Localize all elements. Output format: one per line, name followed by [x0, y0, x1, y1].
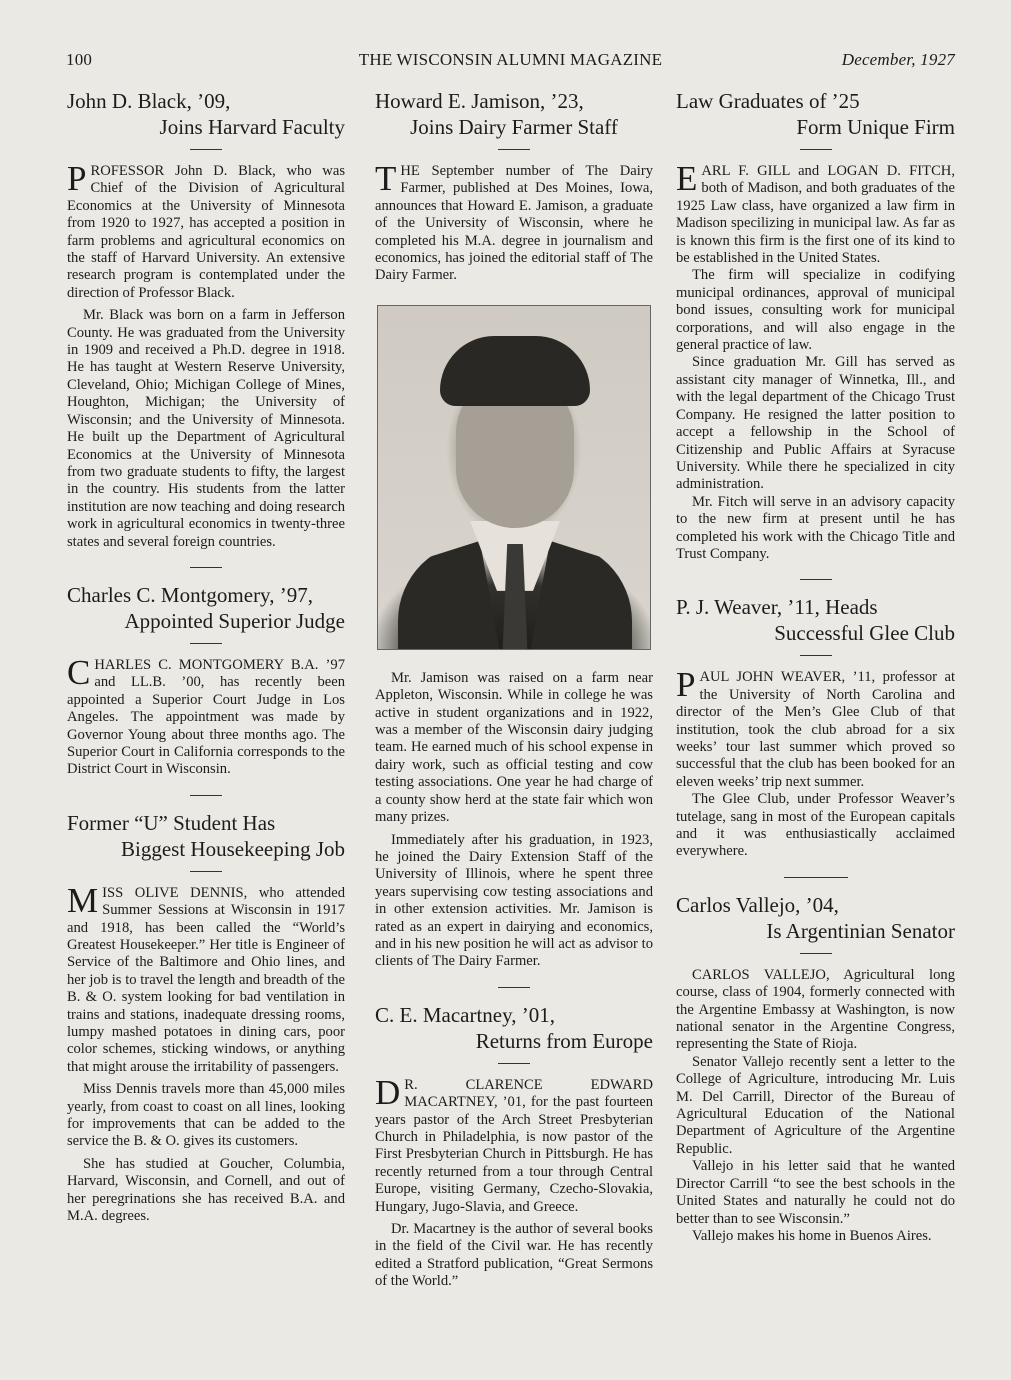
column-right: [676, 88, 955, 1255]
article-jamison: [375, 88, 653, 971]
paragraph: THE September number of The Dairy Farmer, published at Des Moines, Iowa, announces that Howard E. Jamison, a graduate of the University of Wisconsin, where he completed his M.A. degree in journalism and economics, has joined the editorial staff of The Dairy Farmer.: [375, 159, 653, 284]
headline: Carlos Vallejo, ’04,: [676, 892, 839, 917]
divider: [498, 149, 530, 150]
article-macartney: [375, 1002, 653, 1291]
paragraph: MISS OLIVE DENNIS, who attended Summer Sessions at Wisconsin in 1917 and 1918, has been called the “World’s Greatest Housekeeper.” Her title is Engineer of Service of the Baltimore and Ohio lines, and her job is to travel the length and breadth of the B. & O. system looking for bad ventilation in trains and stations, inadequate dressing rooms, lumpy mashed potatoes in dining cars, poor color schemes, sticking windows, or anything that might arouse the irritability of passengers.: [67, 880, 345, 1075]
article-black: [67, 88, 345, 551]
headline: Law Graduates of ’25: [676, 89, 860, 113]
page-number: 100: [66, 50, 93, 69]
portrait-photo: [377, 305, 651, 650]
paragraph: CHARLES C. MONTGOMERY B.A. ’97 and LL.B. ’00, has recently been appointed a Superior Court Judge in Los Angeles. The appointment was made by Governor Young about three months ago. The Superior Court in California corresponds to the District Court in Wisconsin.: [67, 652, 345, 778]
headline: John D. Black, ’09,: [67, 89, 231, 113]
divider: [800, 655, 832, 656]
headline: Returns from Europe: [475, 1028, 653, 1053]
paragraph: EARL F. GILL and LOGAN D. FITCH, both of Madison, and both graduates of the 1925 Law class, have organized a law firm in Madison specilizing in municipal law. As far as is known this firm is the first one of its kind to be established in the United States.: [676, 159, 955, 267]
paragraph: Since graduation Mr. Gill has served as assistant city manager of Winnetka, Ill., and with the legal department of the Chicago Trust Company. He resigned the latter position to accept a fellowship in the School of Citizenship and Public Affairs at Syracuse University. While there he specialized in city administration.: [676, 354, 955, 493]
paragraph: PROFESSOR John D. Black, who was Chief of the Division of Agricultural Economics at the University of Minnesota from 1920 to 1927, has accepted a position in farm problems and agricultural economics on the staff of Harvard University. An extensive research program is contemplated under the direction of Professor Black.: [67, 159, 345, 301]
paragraph: D R. CLARENCE EDWARD MACARTNEY, ’01, for the past fourteen years pastor of the Arch Street Presbyterian Church in Philadelphia, is now pastor of the First Presbyterian Church in Pittsburgh. He has recently returned from a tour through Central Europe, visiting Germany, Czecho-Slovakia, Hungary, Jugo-Slavia, and Greece.: [375, 1072, 653, 1215]
headline: Charles C. Montgomery, ’97,: [67, 582, 313, 607]
paragraph: Vallejo in his letter said that he wanted Director Carrill “to see the best schools in the United States and naturally he could not do better than to see Wisconsin.”: [676, 1158, 955, 1227]
divider: [498, 987, 530, 988]
divider: [190, 643, 222, 644]
headline: Former “U” Student Has: [67, 810, 276, 835]
article-montgomery: [67, 582, 345, 779]
drop-cap: C: [67, 652, 91, 692]
headline: Form Unique Firm: [796, 115, 955, 139]
paragraph: Immediately after his graduation, in 1923, he joined the Dairy Extension Staff of the University of Illinois, where he spent three years supervising cow testing associations and in other extension activities. Mr. Jamison is rated as an expert in dairying and economics, and in his new position he will act as advisor to clients of The Dairy Farmer.: [375, 831, 653, 970]
paragraph: The Glee Club, under Professor Weaver’s tutelage, sang in most of the European capitals and it was enthusiastically acclaimed everywhere.: [676, 791, 955, 860]
article-dennis: [67, 810, 345, 1226]
divider: [800, 953, 832, 954]
article-vallejo: [676, 892, 955, 1246]
issue-date: December, 1927: [841, 50, 955, 69]
divider: [190, 871, 222, 872]
headline: Is Argentinian Senator: [766, 918, 955, 943]
drop-cap: P: [676, 665, 696, 705]
divider: [800, 579, 832, 580]
headline: C. E. Macartney, ’01,: [375, 1002, 555, 1027]
paragraph: Mr. Black was born on a farm in Jefferson County. He was graduated from the University in 1909 and received a Ph.D. degree in 1918. He has taught at Western Reserve University, Cleveland, Ohio; Michigan College of Mines, Houghton, Michigan; the University of Wisconsin; and the University of Minnesota. He built up the Department of Agricultural Economics at the University of Minnesota from two graduate students to fifty, the largest in the country. His students from the latter institution are now teaching and doing research work in agricultural economics in twenty-three states and several foreign countries.: [67, 307, 345, 550]
article-law-firm: [676, 88, 955, 563]
drop-cap: D: [375, 1072, 401, 1112]
paragraph: Mr. Fitch will serve in an advisory capacity to the new firm at present until he has completed his work with the Chicago Title and Trust Company.: [676, 493, 955, 562]
headline: Joins Harvard Faculty: [159, 115, 345, 139]
paragraph: Mr. Jamison was raised on a farm near Appleton, Wisconsin. While in college he was active in student organizations and in 1922, was a member of the Wisconsin dairy judging team. He earned much of his school expense in dairy work, such as official testing and cow testing associations. One year he had charge of a county show herd at the state fair which won many prizes.: [375, 669, 653, 826]
divider: [190, 149, 222, 150]
column-middle: [375, 88, 653, 1301]
paragraph: PAUL JOHN WEAVER, ’11, professor at the University of North Carolina and director of the Men’s Glee Club of that institution, took the club abroad for a six weeks’ tour last summer which proved so successful that the club has been booked for an eleven weeks’ trip next summer.: [676, 665, 955, 790]
divider: [784, 877, 848, 878]
article-weaver: [676, 594, 955, 860]
drop-cap: M: [67, 880, 99, 920]
headline: P. J. Weaver, ’11, Heads: [676, 595, 878, 620]
photo-hair: [440, 336, 590, 406]
column-left: [67, 88, 345, 1236]
headline: Successful Glee Club: [774, 621, 955, 646]
divider: [190, 567, 222, 568]
paragraph: Dr. Macartney is the author of several books in the field of the Civil war. He has recently edited a Stratford publication, “Great Sermons of the World.”: [375, 1221, 653, 1290]
drop-cap: T: [375, 159, 397, 198]
headline: Biggest Housekeeping Job: [121, 836, 345, 861]
paragraph: She has studied at Goucher, Columbia, Harvard, Wisconsin, and Cornell, and out of her peregrinations she has received B.A. and M.A. degrees.: [67, 1155, 345, 1225]
divider: [800, 149, 832, 150]
headline: Joins Dairy Farmer Staff: [410, 115, 618, 139]
paragraph: CARLOS VALLEJO, Agricultural long course, class of 1904, formerly connected with the Argentine Embassy at Washington, is now national senator in the Argentine Congress, representing the State of Rioja.: [676, 966, 955, 1053]
paragraph: The firm will specialize in codifying municipal ordinances, approval of municipal bond issues, consulting work for municipal corporations, and will also engage in the general practice of law.: [676, 267, 955, 354]
headline: Howard E. Jamison, ’23,: [375, 89, 584, 113]
page-header: [66, 50, 955, 74]
divider: [498, 1063, 530, 1064]
drop-cap: E: [676, 159, 698, 198]
headline: Appointed Superior Judge: [124, 608, 345, 633]
divider: [190, 795, 222, 796]
paragraph: Vallejo makes his home in Buenos Aires.: [692, 1227, 932, 1244]
paragraph: Miss Dennis travels more than 45,000 miles yearly, from coast to coast on all lines, looking for improvements that can be added to the service the B. & O. gives its customers.: [67, 1081, 345, 1150]
magazine-title: THE WISCONSIN ALUMNI MAGAZINE: [358, 50, 663, 69]
drop-cap: P: [67, 159, 87, 198]
paragraph: Senator Vallejo recently sent a letter to the College of Agriculture, introducing Mr. Luis M. Del Carrill, Director of the Bureau of Agricultural Education of the National Department of Agriculture of the Argentine Republic.: [676, 1053, 955, 1157]
